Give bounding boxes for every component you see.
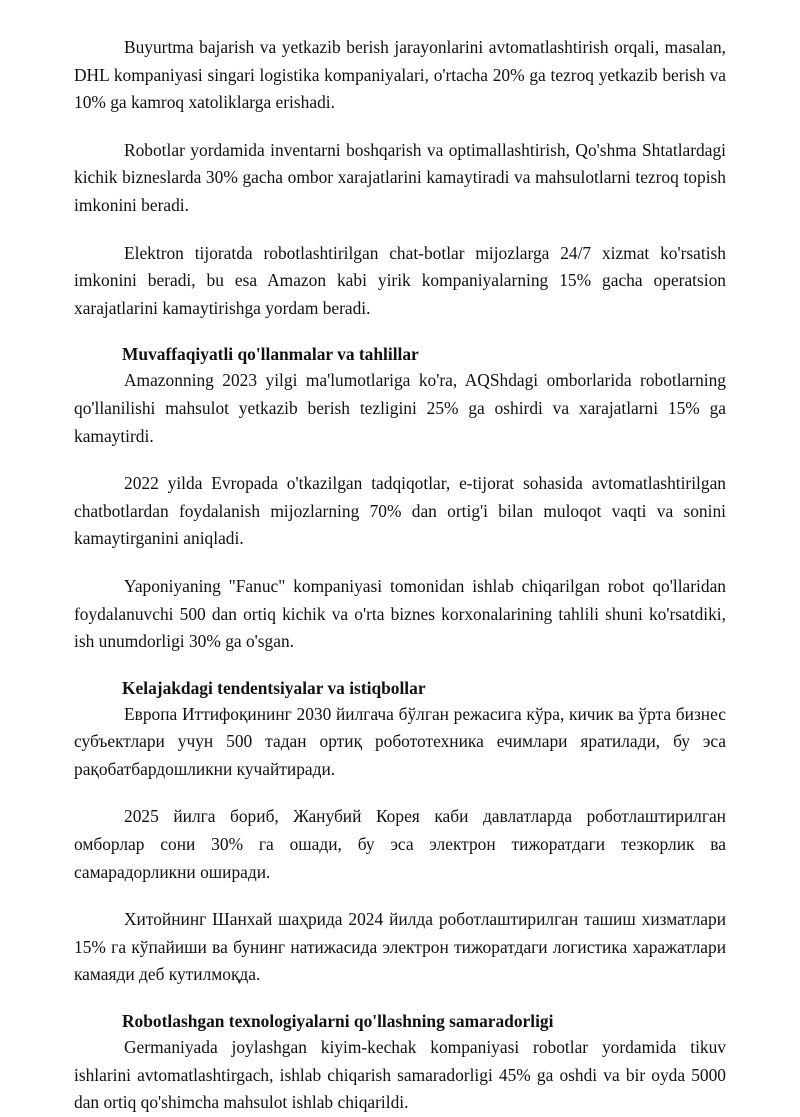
intro-paragraph-3: Elektron tijoratda robotlashtirilgan chat-botlar mijozlarga 24/7 xizmat ko'rsatish imkonini beradi, bu esa Amazon kabi yirik kompaniyalarning 15% gacha operatsion xarajatlarini kamaytirishga yordam beradi. [74, 242, 726, 318]
section-paragraph: Amazonning 2023 yilgi ma'lumotlariga ko'ra, AQShdagi omborlarida robotlarning qo'llanilishi mahsulot yetkazib berish tezligini 25% ga oshirdi va xarajatlarni 15% ga kamaytirdi. [74, 370, 726, 446]
section-heading: Muvaffaqiyatli qo'llanmalar va tahlillar [122, 344, 419, 365]
section-future-trends [74, 676, 726, 989]
intro-paragraph-2: Robotlar yordamida inventarni boshqarish va optimallashtirish, Qo'shma Shtatlardagi kichik bizneslarda 30% gacha ombor xarajatlarini kamaytiradi va mahsulotlarni tezroq topish imkonini beradi. [74, 139, 726, 215]
section-paragraph: Хитойнинг Шанхай шаҳрида 2024 йилда роботлаштирилган ташиш хизматлари 15% га кўпайиши ва бунинг натижасида электрон тижоратдаги логистика харажатлари камаяди деб кутилмоқда. [74, 909, 726, 985]
section-heading: Robotlashgan texnologiyalarni qo'llashning samaradorligi [122, 1011, 554, 1032]
section-paragraph: Европа Иттифоқининг 2030 йилгача бўлган режасига кўра, кичик ва ўрта бизнес субъектлари учун 500 тадан ортиқ робототехника ечимлари яратилади, бу эса рақобатбардошликни кучайтиради. [74, 703, 726, 779]
section-paragraph: Yaponiyaning "Fanuc" kompaniyasi tomonidan ishlab chiqarilgan robot qo'llaridan foydalanuvchi 500 dan ortiq kichik va o'rta biznes korxonalarining tahlili shuni ko'rsatdiki, ish unumdorligi 30% ga o'sgan. [74, 575, 726, 652]
section-heading: Kelajakdagi tendentsiyalar va istiqbollar [122, 677, 426, 698]
section-paragraph: 2025 йилга бориб, Жанубий Корея каби давлатларда роботлаштирилган омборлар сони 30% га ошади, бу эса электрон тижоратдаги тезкорлик ва самарадорликни оширади. [74, 806, 726, 882]
intro-paragraph-1: Buyurtma bajarish va yetkazib berish jarayonlarini avtomatlashtirish orqali, masalan, DHL kompaniyasi singari logistika kompaniyalari, o'rtacha 20% ga tezroq yetkazib berish va 10% ga kamroq xatoliklarga erishadi. [74, 37, 726, 113]
section-efficiency [74, 1009, 726, 1117]
section-successful-applications [74, 342, 726, 655]
section-paragraph: 2022 yilda Evropada o'tkazilgan tadqiqotlar, e-tijorat sohasida avtomatlashtirilgan chatbotlardan foydalanish mijozlarning 70% dan ortig'i bilan muloqot vaqti va sonini kamaytirganini aniqladi. [74, 473, 726, 549]
section-paragraph: Germaniyada joylashgan kiyim-kechak kompaniyasi robotlar yordamida tikuv ishlarini avtomatlashtirgach, ishlab chiqarish samaradorligi 45% ga oshdi va bir oyda 5000 dan ortiq qo'shimcha mahsulot ishlab chiqarildi. [74, 1037, 726, 1113]
